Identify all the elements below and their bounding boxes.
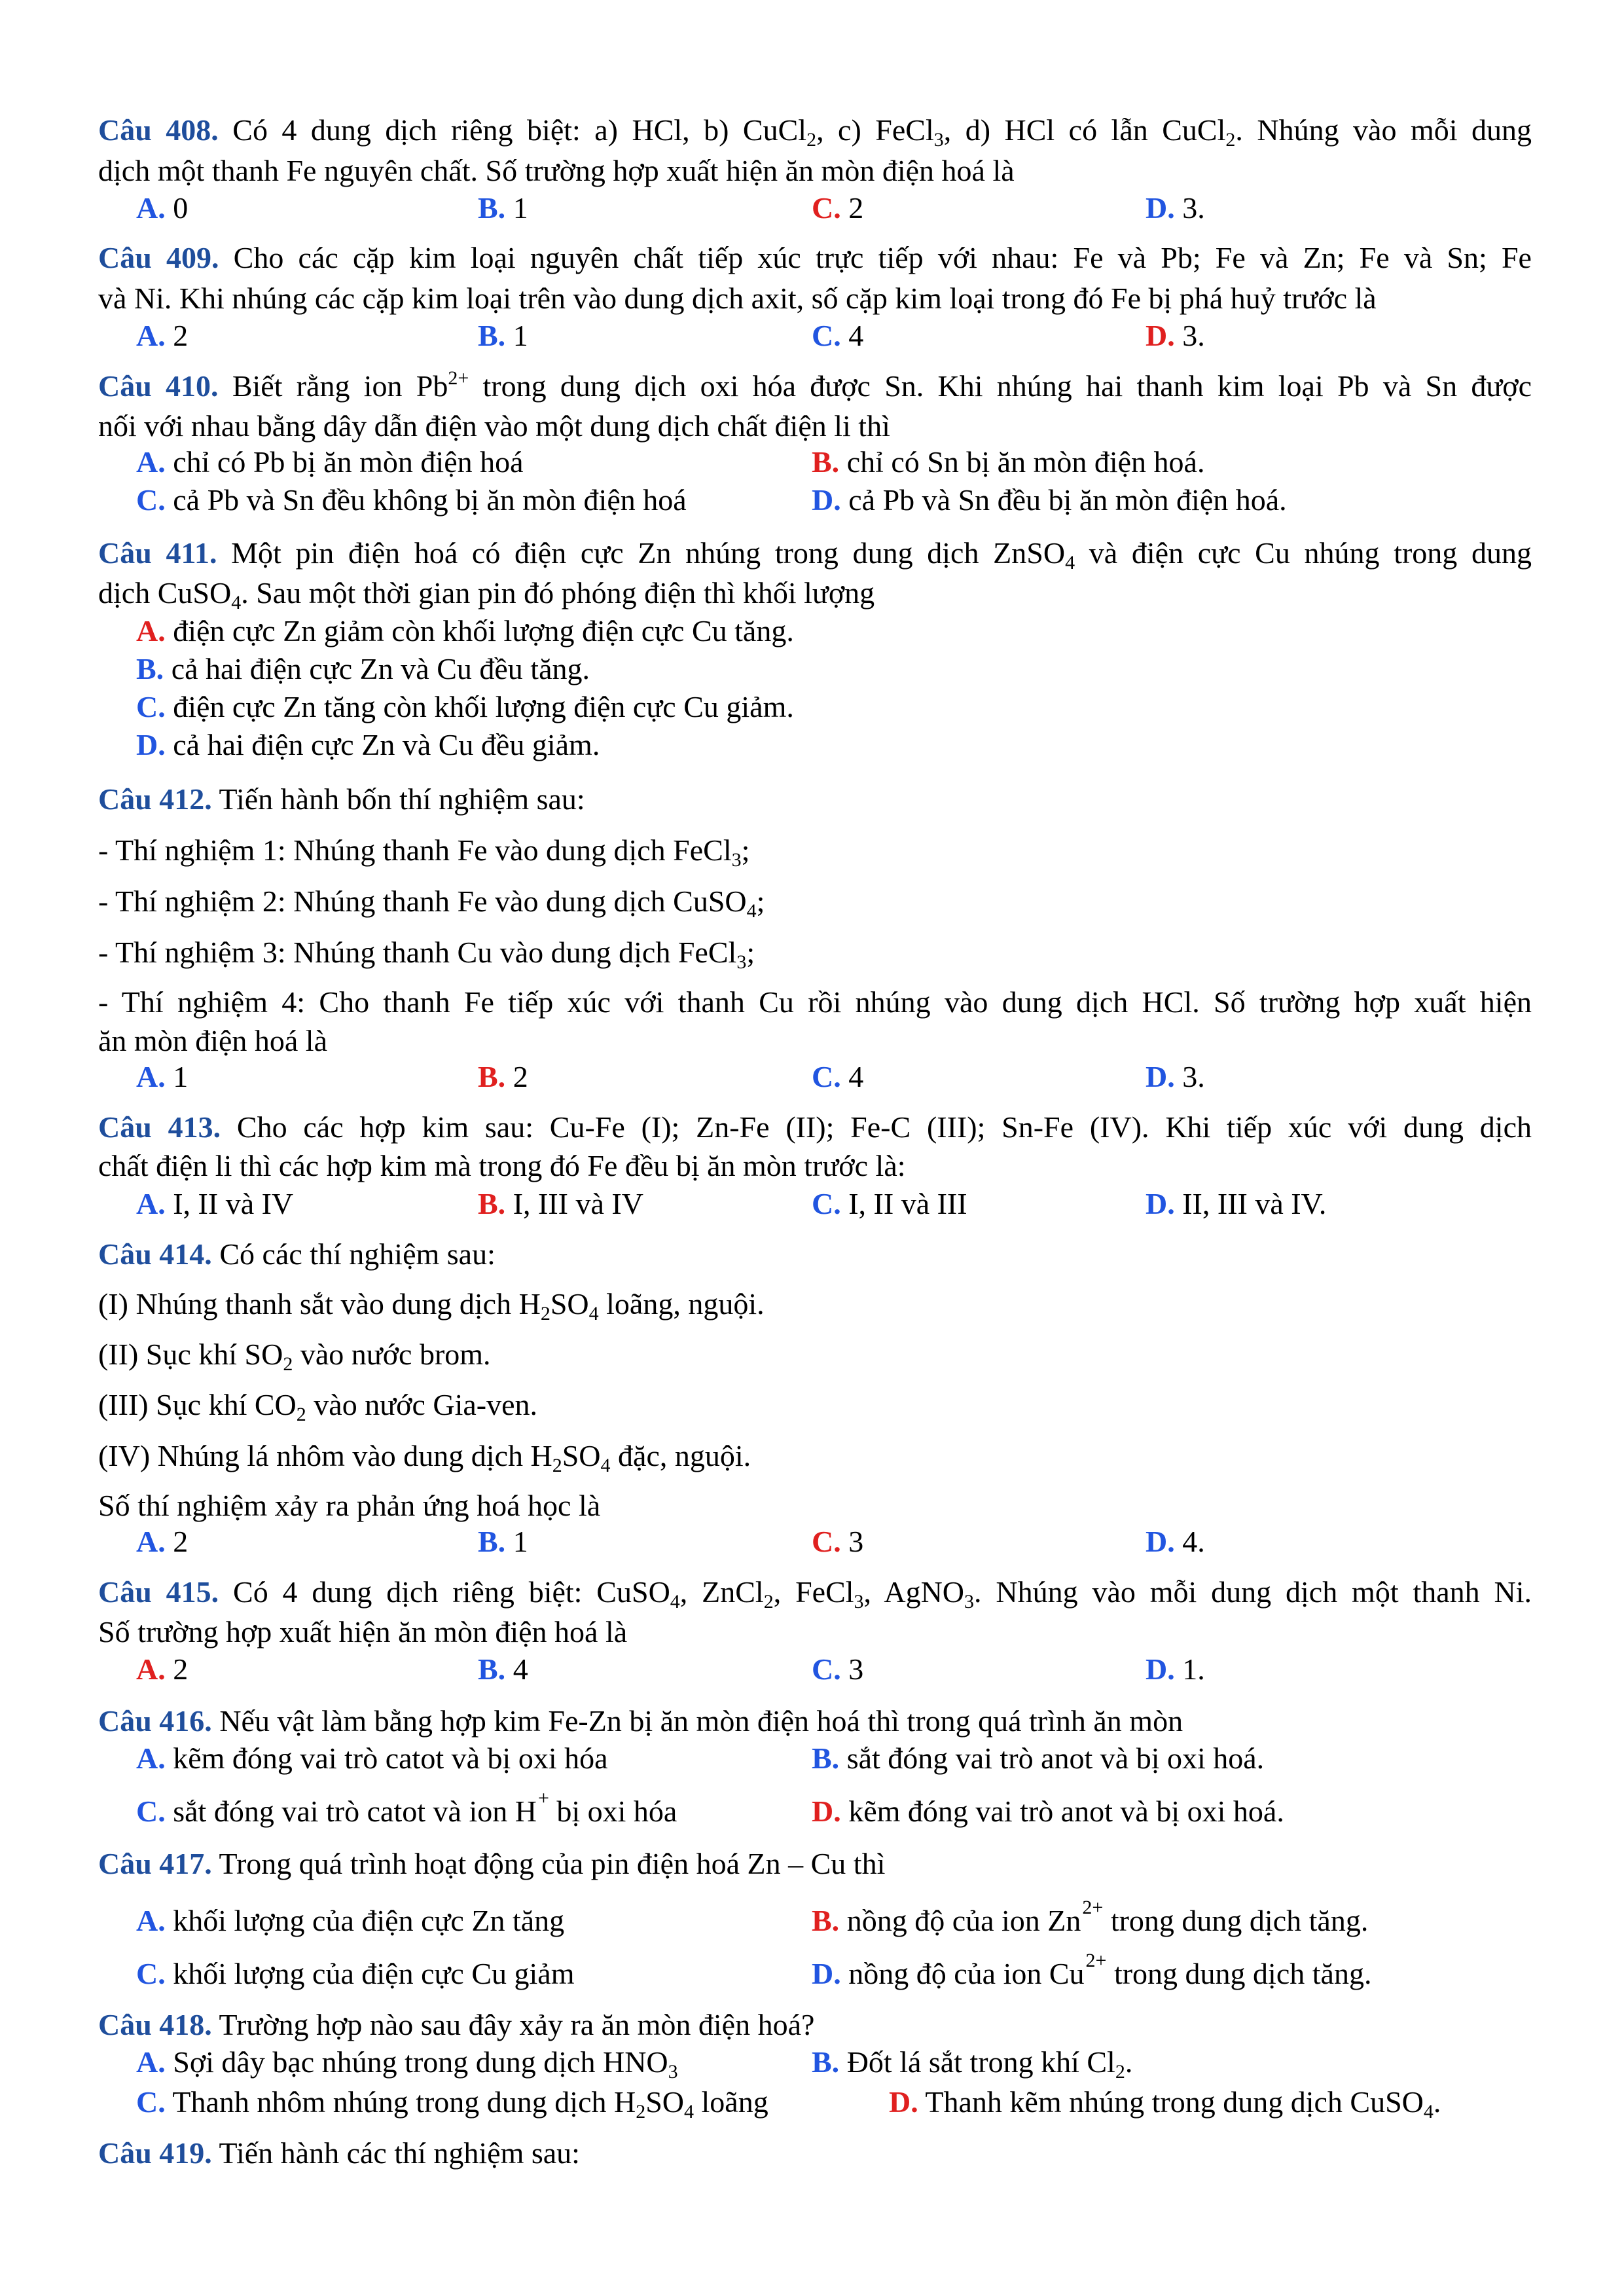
question-414-prompt: Số thí nghiệm xảy ra phản ứng hoá học là xyxy=(98,1489,601,1522)
question-408-line-1: Câu 408. Có 4 dung dịch riêng biệt: a) HCl, b) CuCl$_2$, c) FeCl$_3$, d) HCl có lẫn CuCl$_2$. Nhúng vào mỗi dung xyxy=(98,113,1532,151)
option-a: A. I, II và IV xyxy=(136,1187,294,1220)
experiment-i: (I) Nhúng thanh sắt vào dung dịch $H_2SO_4$ loãng, nguội. xyxy=(98,1287,765,1324)
option-c: C. sắt đóng vai trò catot và ion H+ bị oxi hóa xyxy=(136,1787,677,1828)
question-411-line-1: Câu 411. Một pin điện hoá có điện cực Zn nhúng trong dung dịch ZnSO$_4$ và điện cực Cu nhúng trong dung xyxy=(98,536,1532,574)
question-415-line-2: Số trường hợp xuất hiện ăn mòn điện hoá là xyxy=(98,1615,628,1649)
question-label: Câu 408. xyxy=(98,113,219,147)
option-d: D. 3. xyxy=(1146,319,1205,352)
option-b: B. 1 xyxy=(478,319,528,352)
question-411-line-2: dịch CuSO$_4$. Sau một thời gian pin đó phóng điện thì khối lượng xyxy=(98,576,875,613)
question-417-line-1: Câu 417. Trong quá trình hoạt động của pin điện hoá Zn – Cu thì xyxy=(98,1847,886,1880)
option-c: C. 3 xyxy=(812,1652,864,1686)
option-b: B. Đốt lá sắt trong khí $Cl_2$. xyxy=(812,2045,1133,2083)
experiment-iii: (III) Sục khí $CO_2$ vào nước Gia-ven. xyxy=(98,1388,538,1425)
question-409-line-2: và Ni. Khi nhúng các cặp kim loại trên vào dung dịch axit, số cặp kim loại trong đó Fe bị phá huỷ trước là xyxy=(98,282,1377,315)
experiment-2: - Thí nghiệm 2: Nhúng thanh Fe vào dung dịch CuSO$_4$; xyxy=(98,884,765,922)
option-d: D. nồng độ của ion $Cu^{2+}$ trong dung dịch tăng. xyxy=(812,1950,1372,1990)
option-a: A. 2 xyxy=(136,1525,189,1558)
question-410-line-2: nối với nhau bằng dây dẫn điện vào một dung dịch chất điện li thì xyxy=(98,409,890,443)
option-a: A. kẽm đóng vai trò catot và bị oxi hóa xyxy=(136,1741,608,1775)
option-a: A. chỉ có Pb bị ăn mòn điện hoá xyxy=(136,445,524,479)
question-419-line-1: Câu 419. Tiến hành các thí nghiệm sau: xyxy=(98,2136,580,2170)
option-d: D. cả Pb và Sn đều bị ăn mòn điện hoá. xyxy=(812,483,1287,517)
question-410-line-1: Câu 410. Biết rằng ion $Pb^{2+}$ trong dung dịch oxi hóa được Sn. Khi nhúng hai thanh kim loại Pb và Sn được xyxy=(98,367,1532,403)
option-c: C. điện cực Zn tăng còn khối lượng điện cực Cu giảm. xyxy=(136,690,794,723)
option-d: D. Thanh kẽm nhúng trong dung dịch CuSO$_4$. xyxy=(889,2085,1441,2123)
option-a: A. 0 xyxy=(136,191,189,225)
option-a: A. Sợi dây bạc nhúng trong dung dịch $HNO_3$ xyxy=(136,2045,678,2083)
option-c: C. cả Pb và Sn đều không bị ăn mòn điện hoá xyxy=(136,483,687,517)
option-b: B. nồng độ của ion $Zn^{2+}$ trong dung dịch tăng. xyxy=(812,1897,1369,1937)
option-b: B. chỉ có Sn bị ăn mòn điện hoá. xyxy=(812,445,1205,479)
option-b: B. sắt đóng vai trò anot và bị oxi hoá. xyxy=(812,1741,1265,1775)
question-409-line-1: Câu 409. Cho các cặp kim loại nguyên chất tiếp xúc trực tiếp với nhau: Fe và Pb; Fe và Zn; Fe và Sn; Fe xyxy=(98,241,1532,274)
option-c: C. 2 xyxy=(812,191,864,225)
option-b: B. 1 xyxy=(478,1525,528,1558)
option-c: C. I, II và III xyxy=(812,1187,967,1220)
experiment-4-line-2: ăn mòn điện hoá là xyxy=(98,1024,328,1057)
option-b: B. I, III và IV xyxy=(478,1187,643,1220)
option-c: C. 4 xyxy=(812,319,864,352)
question-412-line-1: Câu 412. Tiến hành bốn thí nghiệm sau: xyxy=(98,782,585,816)
option-d: D. kẽm đóng vai trò anot và bị oxi hoá. xyxy=(812,1795,1284,1828)
question-415-line-1: Câu 415. Có 4 dung dịch riêng biệt: CuSO$_4$, ZnCl$_2$, FeCl$_3$, AgNO$_3$. Nhúng vào mỗi dung dịch một thanh Ni. xyxy=(98,1575,1532,1613)
option-c: C. 4 xyxy=(812,1060,864,1093)
option-a: A. khối lượng của điện cực Zn tăng xyxy=(136,1904,565,1937)
option-d: D. 4. xyxy=(1146,1525,1205,1558)
option-d: D. 1. xyxy=(1146,1652,1205,1686)
question-416-line-1: Câu 416. Nếu vật làm bằng hợp kim Fe-Zn bị ăn mòn điện hoá thì trong quá trình ăn mòn xyxy=(98,1704,1183,1738)
option-b: B. 4 xyxy=(478,1652,528,1686)
option-b: B. 2 xyxy=(478,1060,528,1093)
option-b: B. 1 xyxy=(478,191,528,225)
option-a: A. 2 xyxy=(136,1652,189,1686)
experiment-iv: (IV) Nhúng lá nhôm vào dung dịch $H_2SO_4$ đặc, nguội. xyxy=(98,1439,751,1476)
experiment-ii: (II) Sục khí $SO_2$ vào nước brom. xyxy=(98,1338,491,1375)
option-d: D. 3. xyxy=(1146,191,1205,225)
option-d: D. II, III và IV. xyxy=(1146,1187,1327,1220)
option-b: B. cả hai điện cực Zn và Cu đều tăng. xyxy=(136,652,590,685)
question-418-line-1: Câu 418. Trường hợp nào sau đây xảy ra ăn mòn điện hoá? xyxy=(98,2008,815,2041)
experiment-1: - Thí nghiệm 1: Nhúng thanh Fe vào dung dịch FeCl$_3$; xyxy=(98,833,750,871)
option-a: A. điện cực Zn giảm còn khối lượng điện cực Cu tăng. xyxy=(136,614,794,647)
experiment-3: - Thí nghiệm 3: Nhúng thanh Cu vào dung dịch FeCl$_3$; xyxy=(98,936,755,973)
option-c: C. 3 xyxy=(812,1525,864,1558)
question-413-line-1: Câu 413. Cho các hợp kim sau: Cu-Fe (I); Zn-Fe (II); Fe-C (III); Sn-Fe (IV). Khi tiếp xúc với dung dịch xyxy=(98,1110,1532,1144)
question-408-line-2: dịch một thanh Fe nguyên chất. Số trường hợp xuất hiện ăn mòn điện hoá là xyxy=(98,154,1015,187)
option-d: D. 3. xyxy=(1146,1060,1205,1093)
option-d: D. cả hai điện cực Zn và Cu đều giảm. xyxy=(136,728,600,761)
option-a: A. 2 xyxy=(136,319,189,352)
question-414-line-1: Câu 414. Có các thí nghiệm sau: xyxy=(98,1237,496,1271)
question-413-line-2: chất điện li thì các hợp kim mà trong đó Fe đều bị ăn mòn trước là: xyxy=(98,1149,906,1182)
option-a: A. 1 xyxy=(136,1060,189,1093)
option-c: C. khối lượng của điện cực Cu giảm xyxy=(136,1957,575,1990)
option-c: C. Thanh nhôm nhúng trong dung dịch $H_2SO_4$ loãng xyxy=(136,2085,768,2123)
experiment-4: - Thí nghiệm 4: Cho thanh Fe tiếp xúc với thanh Cu rồi nhúng vào dung dịch HCl. Số trường hợp xuất hiện xyxy=(98,985,1532,1019)
